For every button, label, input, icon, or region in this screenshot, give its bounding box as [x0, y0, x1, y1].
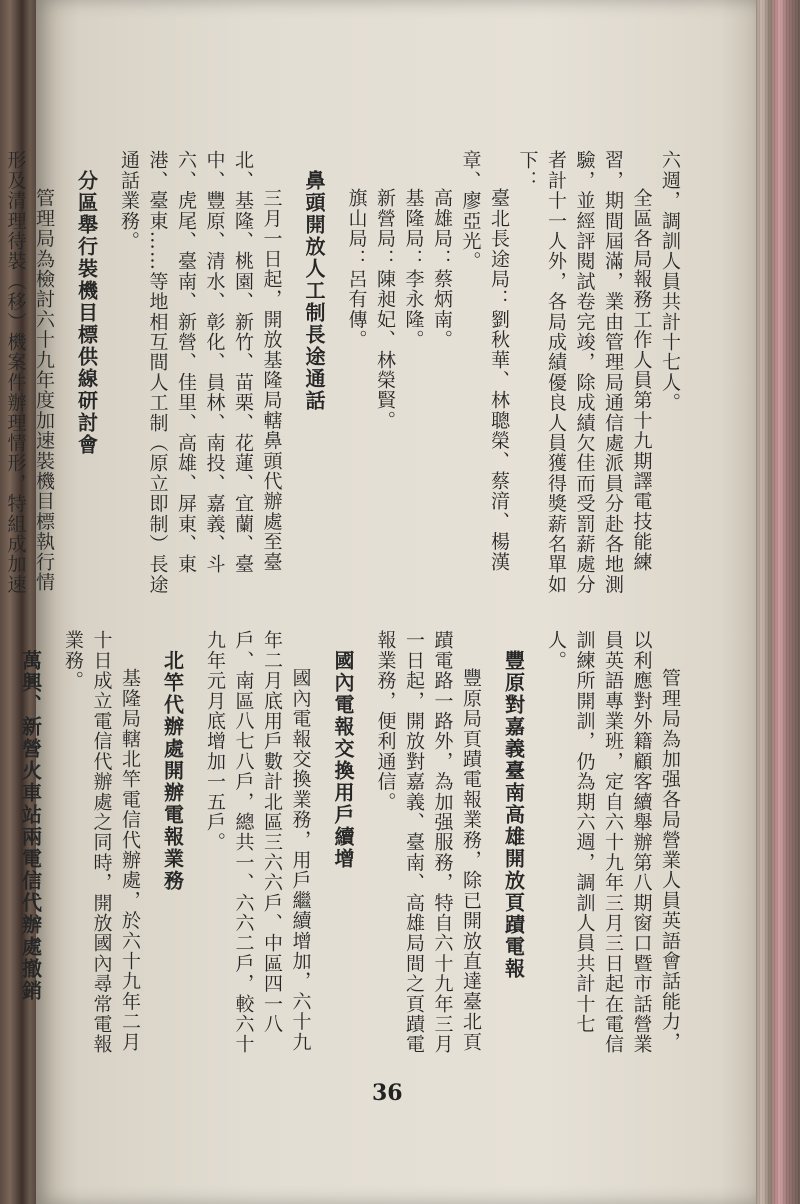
- section-heading: 國內電報交換用戶續增: [331, 650, 355, 870]
- paragraph: 高雄局：蔡炳南。: [431, 188, 453, 350]
- paragraph: 旗山局：呂有傳。: [345, 188, 368, 350]
- paragraph: 全區各局報務工作人員第十九期譯電技能練習，期間屆滿，業由管理局通信處派員分赴各地測驗，並經評閱試卷完竣，除成績欠佳而受罰薪處分者計十一人外，各局成績優良人員獲得獎薪名單如下：: [516, 150, 653, 595]
- paragraph: 管理局為加强各局營業人員英語會話能力，以利應對外籍顧客續舉辦第八期窗口暨市話營業員英語專業班，定自六十九年三月三日起在電信訓練所開訓，仍為期六週，調訓人員共計十七人。: [545, 630, 681, 1055]
- section-heading: 北竿代辦處開辦電報業務: [160, 650, 185, 892]
- paragraph: [0, 630, 2, 1060]
- paragraph: 管理局為檢討六十九年度加速裝機目標執行情形及清理待裝（移）機案件辦理情形，特組成加速: [4, 150, 55, 595]
- page-number: 36: [372, 1080, 403, 1106]
- section-heading: 豐原對嘉義臺南高雄開放頁蹟電報: [501, 650, 526, 980]
- paragraph: 臺北長途局：劉秋華、林聰榮、蔡湇、楊漢章、廖亞光。: [459, 150, 510, 572]
- section-heading: 分區舉行裝機目標供線研討會: [74, 170, 99, 456]
- page-edges: [756, 0, 800, 1204]
- paragraph: 基隆局轄北竿電信代辦處，於六十九年二月十日成立電信代辦處之同時，開放國內尋常電報業務。: [62, 630, 141, 1055]
- paragraph: 國內電報交換業務，用戶繼續增加，六十九年二月底用戶數計北區三六六戶、中區四一八戶、南區八七八戶，總共一、六六二戶，較六十九年元月底增加一五戶。: [204, 630, 312, 1055]
- section-heading: 萬興、新營火車站兩電信代辦處撤銷: [18, 650, 43, 1002]
- bottom-text-column: [18, 630, 684, 1060]
- paragraph: 六週，調訓人員共計十七人。: [659, 150, 681, 413]
- top-text-column: [4, 150, 684, 605]
- book-page: [4, 0, 756, 1204]
- paragraph: 基隆局：李永隆。: [402, 188, 425, 350]
- paragraph: 新營局：陳昶妃、林榮賢。: [374, 188, 396, 431]
- paragraph: 豐原局頁蹟電報業務，除已開放直達臺北頁蹟電路一路外，為加强服務，特自六十九年三月一日起，開放對嘉義、臺南、高雄局間之頁蹟電報業務，便利通信。: [374, 630, 482, 1055]
- section-heading: 鼻頭開放人工制長途通話: [302, 170, 326, 412]
- paragraph: 三月一日起，開放基隆局轄鼻頭代辦處至臺北、基隆、桃園、新竹、苗栗、花蓮、宜蘭、臺中、豐原、清水、彰化、員林、南投、嘉義、斗六、虎尾、臺南、新營、佳里、高雄、屏東、東港、臺東……等地相互間人工制（原立即制）長途通話業務。: [118, 150, 283, 595]
